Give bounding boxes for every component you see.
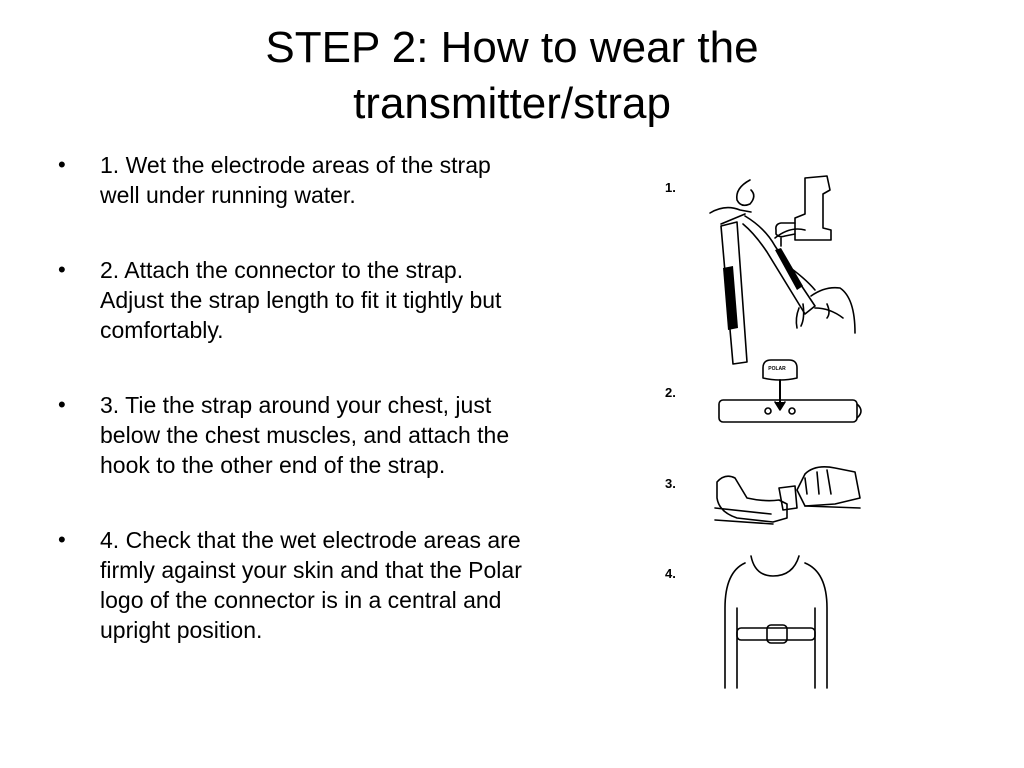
bullet-icon: •: [58, 392, 66, 417]
bullet-text: 3. Tie the strap around your chest, just below the chest muscles, and attach the hook to the other end of the strap.: [100, 392, 510, 478]
step-3-label: 3.: [665, 476, 676, 491]
bullet-icon: •: [58, 527, 66, 552]
bullet-text: 1. Wet the electrode areas of the strap well under running water.: [100, 152, 491, 208]
instruction-list: [58, 150, 528, 690]
strap-illustration: [655, 168, 870, 698]
step-2-label: 2.: [665, 385, 676, 400]
bullet-icon: •: [58, 257, 66, 282]
list-item: [58, 150, 528, 210]
slide-title: STEP 2: How to wear the transmitter/strap: [265, 23, 759, 128]
connector-logo: POLAR: [768, 366, 786, 372]
step-4-drawing: [725, 556, 827, 688]
step-4-label: 4.: [665, 566, 676, 581]
step-1-label: 1.: [665, 180, 676, 195]
bullet-icon: •: [58, 152, 66, 177]
list-item: [58, 390, 528, 480]
list-item: [58, 255, 528, 345]
list-item: [58, 525, 528, 645]
step-3-drawing: [715, 467, 860, 524]
step-2-drawing: [719, 360, 861, 422]
bullet-text: 2. Attach the connector to the strap. Adjust the strap length to fit it tightly but comfortably.: [100, 257, 502, 343]
strap-drawing: [655, 168, 870, 698]
bullet-text: 4. Check that the wet electrode areas are firmly against your skin and that the Polar logo of the connector is in a central and upright position.: [100, 527, 522, 643]
